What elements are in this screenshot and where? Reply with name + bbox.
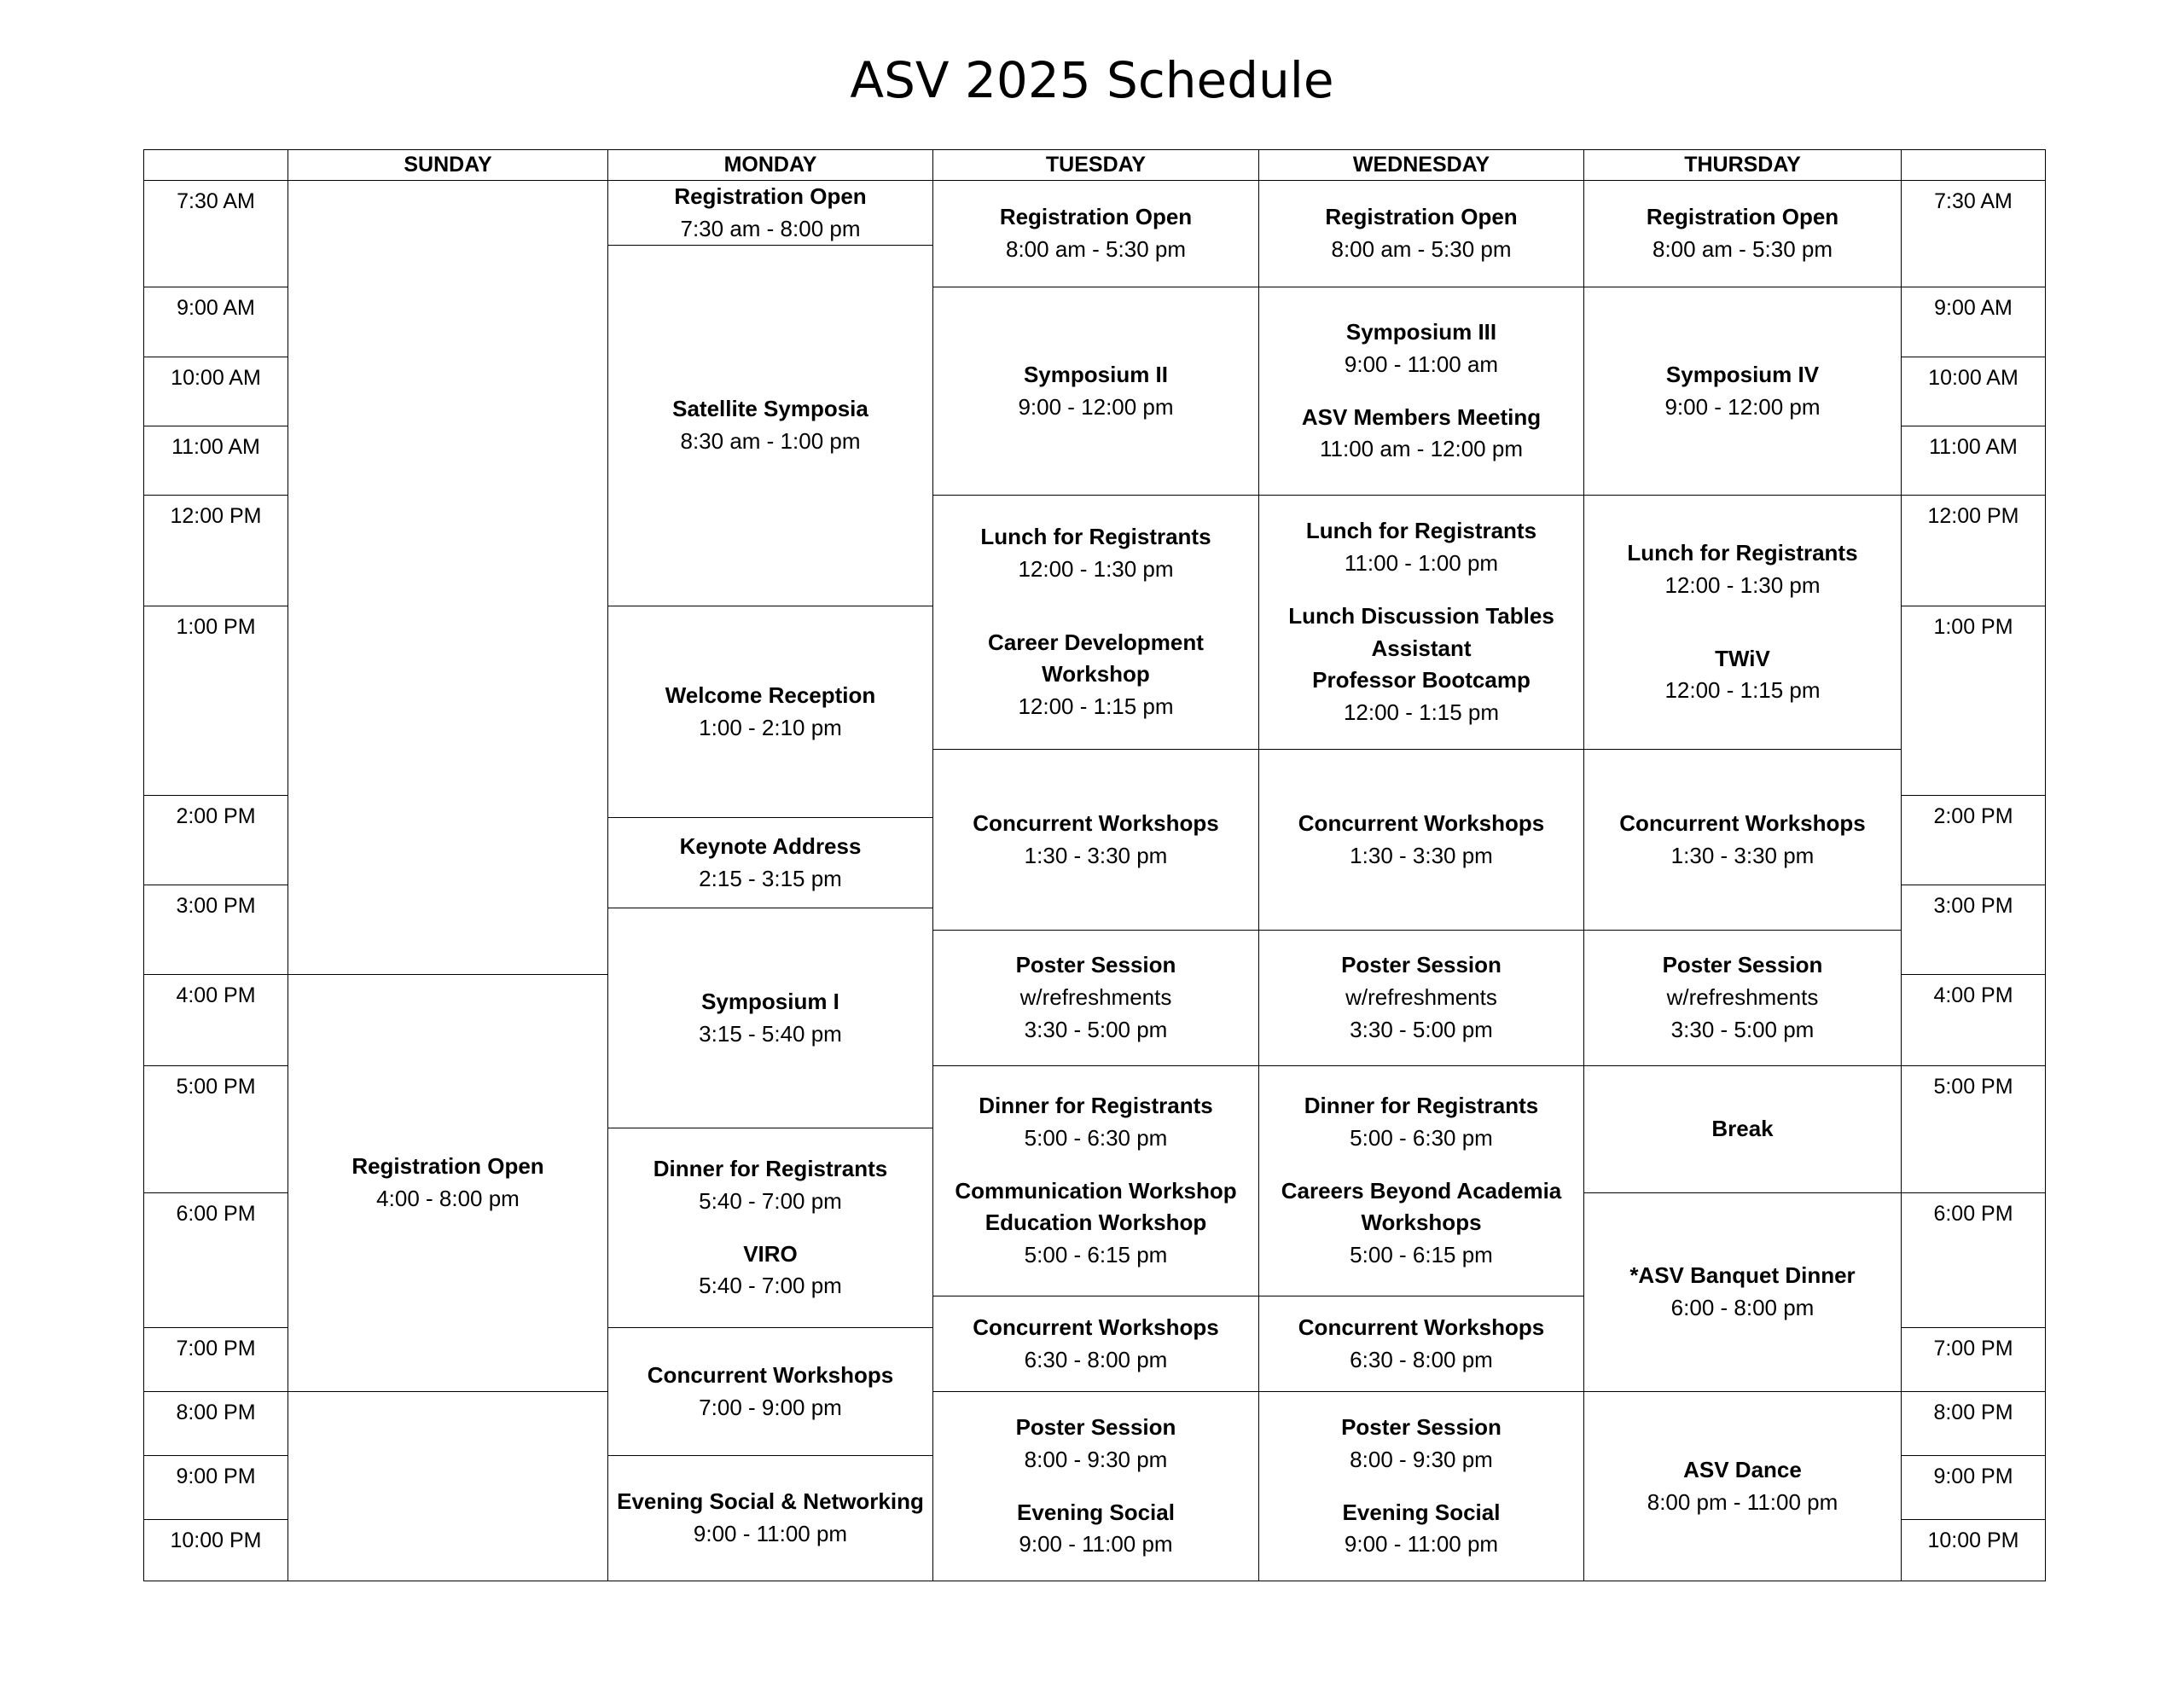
event-time: 1:30 - 3:30 pm <box>1670 842 1815 868</box>
event-title: Assistant <box>1371 635 1472 661</box>
time-label-left: 2:00 PM <box>143 795 288 885</box>
event-cell <box>1258 1391 1584 1581</box>
header-monday: MONDAY <box>607 149 933 181</box>
event-time: w/refreshments <box>1345 984 1497 1011</box>
time-label-right: 3:00 PM <box>1901 885 2046 975</box>
event-cell <box>1583 749 1902 931</box>
time-label-left: 10:00 AM <box>143 357 288 426</box>
time-label-right: 10:00 AM <box>1901 357 2046 426</box>
event-cell <box>288 974 608 1392</box>
event-cell <box>1583 180 1902 287</box>
event-title: Concurrent Workshops <box>973 809 1219 836</box>
event-time: 9:00 - 11:00 pm <box>1344 1531 1499 1557</box>
event-time: 3:30 - 5:00 pm <box>1670 1016 1815 1042</box>
event-cell <box>607 606 933 818</box>
empty-cell <box>288 1391 608 1581</box>
time-label-right: 12:00 PM <box>1901 495 2046 606</box>
event-cell <box>1258 749 1584 931</box>
event-cell <box>1258 180 1584 287</box>
event-title: Registration Open <box>999 204 1193 230</box>
time-label-right: 9:00 AM <box>1901 287 2046 357</box>
event-title: Poster Session <box>1015 952 1176 978</box>
event-time: 6:30 - 8:00 pm <box>1024 1346 1168 1372</box>
event-time: 5:00 - 6:15 pm <box>1024 1242 1168 1268</box>
header-sunday: SUNDAY <box>288 149 608 181</box>
time-label-left: 11:00 AM <box>143 426 288 496</box>
time-label-left: 9:00 AM <box>143 287 288 357</box>
event-cell <box>607 1455 933 1581</box>
event-title: Welcome Reception <box>665 682 876 708</box>
event-cell <box>1583 930 1902 1066</box>
event-cell <box>1258 495 1584 750</box>
event-time: 8:00 - 9:30 pm <box>1350 1446 1493 1472</box>
event-time: 8:00 am - 5:30 pm <box>1653 236 1833 262</box>
event-time: 5:00 - 6:30 pm <box>1350 1124 1493 1151</box>
event-time: 6:30 - 8:00 pm <box>1350 1346 1493 1372</box>
event-title: Concurrent Workshops <box>973 1314 1219 1340</box>
event-cell <box>1583 1391 1902 1581</box>
time-label-left: 8:00 PM <box>143 1391 288 1456</box>
event-time: 3:15 - 5:40 pm <box>699 1020 842 1047</box>
time-label-right: 7:30 AM <box>1901 180 2046 287</box>
time-label-right: 11:00 AM <box>1901 426 2046 496</box>
event-time: 9:00 - 11:00 pm <box>1019 1531 1173 1557</box>
event-time: 12:00 - 1:30 pm <box>1018 555 1174 582</box>
time-label-right: 1:00 PM <box>1901 606 2046 796</box>
time-label-right: 5:00 PM <box>1901 1065 2046 1193</box>
time-label-left: 7:30 AM <box>143 180 288 287</box>
event-time: 8:00 pm - 11:00 pm <box>1647 1488 1838 1515</box>
event-title: Symposium I <box>701 988 839 1014</box>
event-time: 5:00 - 6:30 pm <box>1024 1124 1168 1151</box>
event-cell <box>932 749 1259 931</box>
event-title: Lunch for Registrants <box>1627 540 1858 566</box>
event-title: Dinner for Registrants <box>1304 1093 1539 1119</box>
event-time: 1:30 - 3:30 pm <box>1350 842 1493 868</box>
event-title: Poster Session <box>1341 952 1502 978</box>
event-time: 7:00 - 9:00 pm <box>699 1394 842 1420</box>
event-cell <box>932 1391 1259 1581</box>
event-title: Dinner for Registrants <box>653 1156 888 1182</box>
event-title: ASV Dance <box>1683 1456 1802 1482</box>
event-title: Careers Beyond Academia <box>1281 1177 1562 1204</box>
time-label-right: 10:00 PM <box>1901 1519 2046 1581</box>
time-label-right: 7:00 PM <box>1901 1327 2046 1392</box>
event-title: Concurrent Workshops <box>1298 809 1545 836</box>
event-title: Poster Session <box>1015 1414 1176 1441</box>
time-label-left: 1:00 PM <box>143 606 288 796</box>
time-label-right: 2:00 PM <box>1901 795 2046 885</box>
event-time: 1:00 - 2:10 pm <box>699 714 842 740</box>
event-title: Registration Open <box>351 1153 544 1180</box>
event-title: Concurrent Workshops <box>647 1361 894 1388</box>
event-cell <box>1583 287 1902 496</box>
event-cell <box>607 817 933 908</box>
event-cell <box>607 180 933 246</box>
event-time: 8:00 am - 5:30 pm <box>1331 236 1512 262</box>
event-cell <box>607 245 933 606</box>
event-title: Keynote Address <box>679 832 862 859</box>
event-time: 7:30 am - 8:00 pm <box>680 215 861 241</box>
event-cell <box>1583 1192 1902 1392</box>
event-title: Evening Social <box>1017 1499 1175 1525</box>
time-label-left: 3:00 PM <box>143 885 288 975</box>
event-time: 8:00 - 9:30 pm <box>1024 1446 1168 1472</box>
time-label-left: 9:00 PM <box>143 1455 288 1520</box>
header-corner-right <box>1901 149 2046 181</box>
event-title: Satellite Symposia <box>672 396 868 422</box>
time-label-left: 4:00 PM <box>143 974 288 1066</box>
header-wednesday: WEDNESDAY <box>1258 149 1584 181</box>
event-time: 3:30 - 5:00 pm <box>1024 1016 1168 1042</box>
empty-cell <box>288 180 608 975</box>
event-cell <box>932 180 1259 287</box>
event-cell <box>607 1327 933 1456</box>
event-title: Professor Bootcamp <box>1312 667 1531 693</box>
event-title: Concurrent Workshops <box>1619 809 1866 836</box>
event-title: Symposium IV <box>1665 361 1820 387</box>
event-time: 11:00 am - 12:00 pm <box>1320 436 1523 462</box>
time-label-left: 10:00 PM <box>143 1519 288 1581</box>
time-label-right: 9:00 PM <box>1901 1455 2046 1520</box>
event-title: Registration Open <box>1325 204 1518 230</box>
event-time: 12:00 - 1:30 pm <box>1664 571 1821 598</box>
event-title: Concurrent Workshops <box>1298 1314 1545 1340</box>
event-cell <box>1258 1065 1584 1296</box>
event-time: 6:00 - 8:00 pm <box>1670 1295 1815 1320</box>
header-tuesday: TUESDAY <box>932 149 1259 181</box>
event-time: 9:00 - 11:00 am <box>1344 351 1499 377</box>
event-time: 2:15 - 3:15 pm <box>699 865 842 891</box>
event-title: Poster Session <box>1341 1414 1502 1441</box>
event-time: 9:00 - 12:00 pm <box>1664 393 1821 420</box>
event-time: 5:40 - 7:00 pm <box>699 1273 842 1299</box>
event-title: Lunch for Registrants <box>1305 518 1537 544</box>
event-time: 12:00 - 1:15 pm <box>1343 699 1500 725</box>
event-title: VIRO <box>743 1240 798 1267</box>
time-label-right: 6:00 PM <box>1901 1192 2046 1328</box>
event-cell <box>607 908 933 1128</box>
event-title: Dinner for Registrants <box>979 1093 1213 1119</box>
time-label-right: 8:00 PM <box>1901 1391 2046 1456</box>
event-cell <box>1583 495 1902 750</box>
event-cell <box>932 495 1259 750</box>
event-time: 5:00 - 6:15 pm <box>1350 1242 1493 1268</box>
event-title: Poster Session <box>1662 952 1823 978</box>
event-time: w/refreshments <box>1019 984 1172 1011</box>
event-cell <box>607 1128 933 1328</box>
event-title: Communication Workshop <box>955 1177 1237 1204</box>
event-title: Workshop <box>1042 661 1150 687</box>
page-title: ASV 2025 Schedule <box>850 51 1334 109</box>
event-time: w/refreshments <box>1666 984 1819 1011</box>
event-title: TWiV <box>1715 645 1770 671</box>
time-label-left: 12:00 PM <box>143 495 288 606</box>
event-cell <box>1258 930 1584 1066</box>
event-cell <box>932 287 1259 496</box>
event-title: Registration Open <box>674 183 867 209</box>
event-time: 11:00 - 1:00 pm <box>1344 550 1499 577</box>
event-title: *ASV Banquet Dinner <box>1629 1262 1856 1289</box>
event-time: 8:30 am - 1:00 pm <box>680 428 861 454</box>
event-cell <box>1258 287 1584 496</box>
event-cell <box>932 1065 1259 1296</box>
event-time: 8:00 am - 5:30 pm <box>1006 236 1186 262</box>
event-title: Evening Social & Networking <box>617 1488 924 1515</box>
time-label-left: 7:00 PM <box>143 1327 288 1392</box>
time-label-right: 4:00 PM <box>1901 974 2046 1066</box>
event-title: Career Development <box>988 629 1204 655</box>
event-cell <box>932 930 1259 1066</box>
event-title: Lunch for Registrants <box>980 524 1211 550</box>
event-time: 3:30 - 5:00 pm <box>1350 1016 1493 1042</box>
event-cell <box>932 1296 1259 1392</box>
event-title: ASV Members Meeting <box>1301 403 1542 430</box>
event-title: Evening Social <box>1342 1499 1501 1525</box>
event-time: 9:00 - 11:00 pm <box>693 1521 848 1546</box>
event-title: Workshops <box>1361 1209 1482 1236</box>
event-cell <box>1258 1296 1584 1392</box>
time-label-left: 6:00 PM <box>143 1192 288 1328</box>
event-time: 9:00 - 12:00 pm <box>1018 393 1174 420</box>
event-cell <box>1583 1065 1902 1193</box>
event-title: Symposium III <box>1345 319 1497 345</box>
event-title: Registration Open <box>1646 204 1839 230</box>
event-time: 12:00 - 1:15 pm <box>1018 693 1174 720</box>
event-title: Lunch Discussion Tables <box>1288 602 1554 629</box>
event-time: 12:00 - 1:15 pm <box>1664 677 1821 704</box>
event-title: Education Workshop <box>985 1209 1207 1236</box>
header-corner-left <box>143 149 288 181</box>
event-time: 5:40 - 7:00 pm <box>699 1187 842 1214</box>
event-title: Symposium II <box>1023 361 1169 387</box>
header-thursday: THURSDAY <box>1583 149 1902 181</box>
event-time: 4:00 - 8:00 pm <box>376 1186 520 1211</box>
event-time: 1:30 - 3:30 pm <box>1024 842 1168 868</box>
event-title: Break <box>1711 1116 1774 1142</box>
time-label-left: 5:00 PM <box>143 1065 288 1193</box>
